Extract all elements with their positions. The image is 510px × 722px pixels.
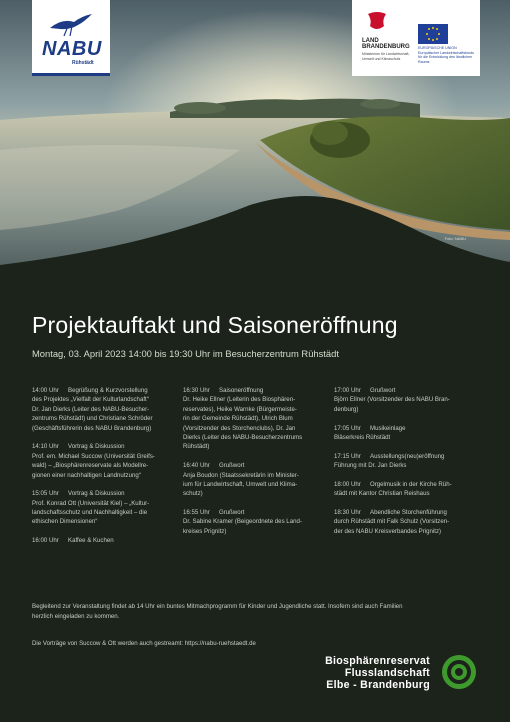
program-item: 16:30 Uhr Saisoneröffnung Dr. Heike Ellner (Leiterin des Biosphären- reservates), Heike Warnke (Bürgermeiste- rin der Gemeinde Rühstädt), Ulrich Blum (Vorsitzender des Storchenclubs), Dr. Jan Dierks (Leiter des NABU-Besucherzentrums Rühstädt) xyxy=(183,387,303,451)
program-item: 17:05 Uhr Musikeinlage Bläserkreis Rühstädt xyxy=(334,424,406,441)
program-item: 16:00 Uhr Kaffee & Kuchen xyxy=(32,537,114,545)
program-column-3 xyxy=(334,386,479,545)
eu-flag-icon xyxy=(418,24,448,44)
page-title: Projektauftakt und Saisoneröffnung xyxy=(32,312,398,338)
program-column-2 xyxy=(183,386,333,546)
biosphere-reserve-name: Biosphärenreservat Flusslandschaft Elbe - Brandenburg xyxy=(325,655,430,691)
photo-credit: Foto: NABU xyxy=(444,236,466,241)
sponsor-logos xyxy=(352,0,480,76)
family-program-note: Begleitend zur Veranstaltung findet ab 14 Uhr ein buntes Mitmachprogramm für Kinder und Jugendliche statt. Insofern sind auch Familien herzlich eingeladen zu kommen. xyxy=(32,603,403,620)
stork-icon xyxy=(48,12,94,38)
event-date-location: Montag, 03. April 2023 14:00 bis 19:30 Uhr im Besucherzentrum Rühstädt xyxy=(32,348,339,359)
program-column-1 xyxy=(32,386,177,555)
eu-fund-text: EUROPÄISCHE UNION Europäischer Landwirtschaftsfonds für die Entwicklung des ländlichen Raums xyxy=(418,46,474,64)
program-item: 18:30 Uhr Abendliche Storchenführung durch Rühstädt mit Falk Schulz (Vorsitzen- der des NABU Kreisverbandes Prignitz) xyxy=(334,508,450,535)
nabu-wordmark: NABU xyxy=(42,38,102,60)
program-item: 14:00 Uhr Begrüßung & Kurzvorstellung des Projektes „Vielfalt der Kulturlandschaft“ Dr. Jan Dierks (Leiter des NABU-Besucher- zentrums Rühstädt) und Christiane Schröder (Geschäftsführerin des NABU Brandenburg) xyxy=(32,387,153,432)
ministry-name: Ministerium für Landwirtschaft, Umwelt und Klimaschutz xyxy=(362,52,410,61)
biosphere-emblem-icon xyxy=(441,654,477,690)
program-item: 17:00 Uhr Grußwort Björn Ellner (Vorsitzender des NABU Bran- denburg) xyxy=(334,387,450,413)
land-brandenburg-name: LAND BRANDENBURG xyxy=(362,38,410,50)
nabu-logo xyxy=(32,0,110,76)
program-item: 14:10 Uhr Vortrag & Diskussion Prof. em. Michael Succow (Universität Greifs- wald) – „Biosphärenreservate als Modellre- gionen einer nachhaltigen Landnutzung“ xyxy=(32,443,155,479)
program-item: 16:55 Uhr Grußwort Dr. Sabine Kramer (Beigeordnete des Land- kreises Prignitz) xyxy=(183,509,302,535)
program-item: 18:00 Uhr Orgelmusik in der Kirche Rüh- städt mit Kantor Christian Reishaus xyxy=(334,480,452,498)
nabu-underline xyxy=(32,73,110,76)
red-eagle-icon xyxy=(364,10,390,34)
stream-note: Die Vorträge von Succow & Ott werden auch gestreamt: https://nabu-ruehstaedt.de xyxy=(32,640,256,647)
program-item: 17:15 Uhr Ausstellungs(neu)eröffnung Führung mit Dr. Jan Dierks xyxy=(334,452,445,470)
program-item: 15:05 Uhr Vortrag & Diskussion Prof. Konrad Ott (Universität Kiel) – „Kultur- landschaftsschutz und Nachhaltigkeit – die ethischen Dimensionen“ xyxy=(32,490,150,526)
program-item: 16:40 Uhr Grußwort Anja Boudon (Staatssekretärin im Minister- ium für Landwirtschaft, Umwelt und Klima- schutz) xyxy=(183,462,299,498)
nabu-location: Rühstädt xyxy=(72,60,94,66)
